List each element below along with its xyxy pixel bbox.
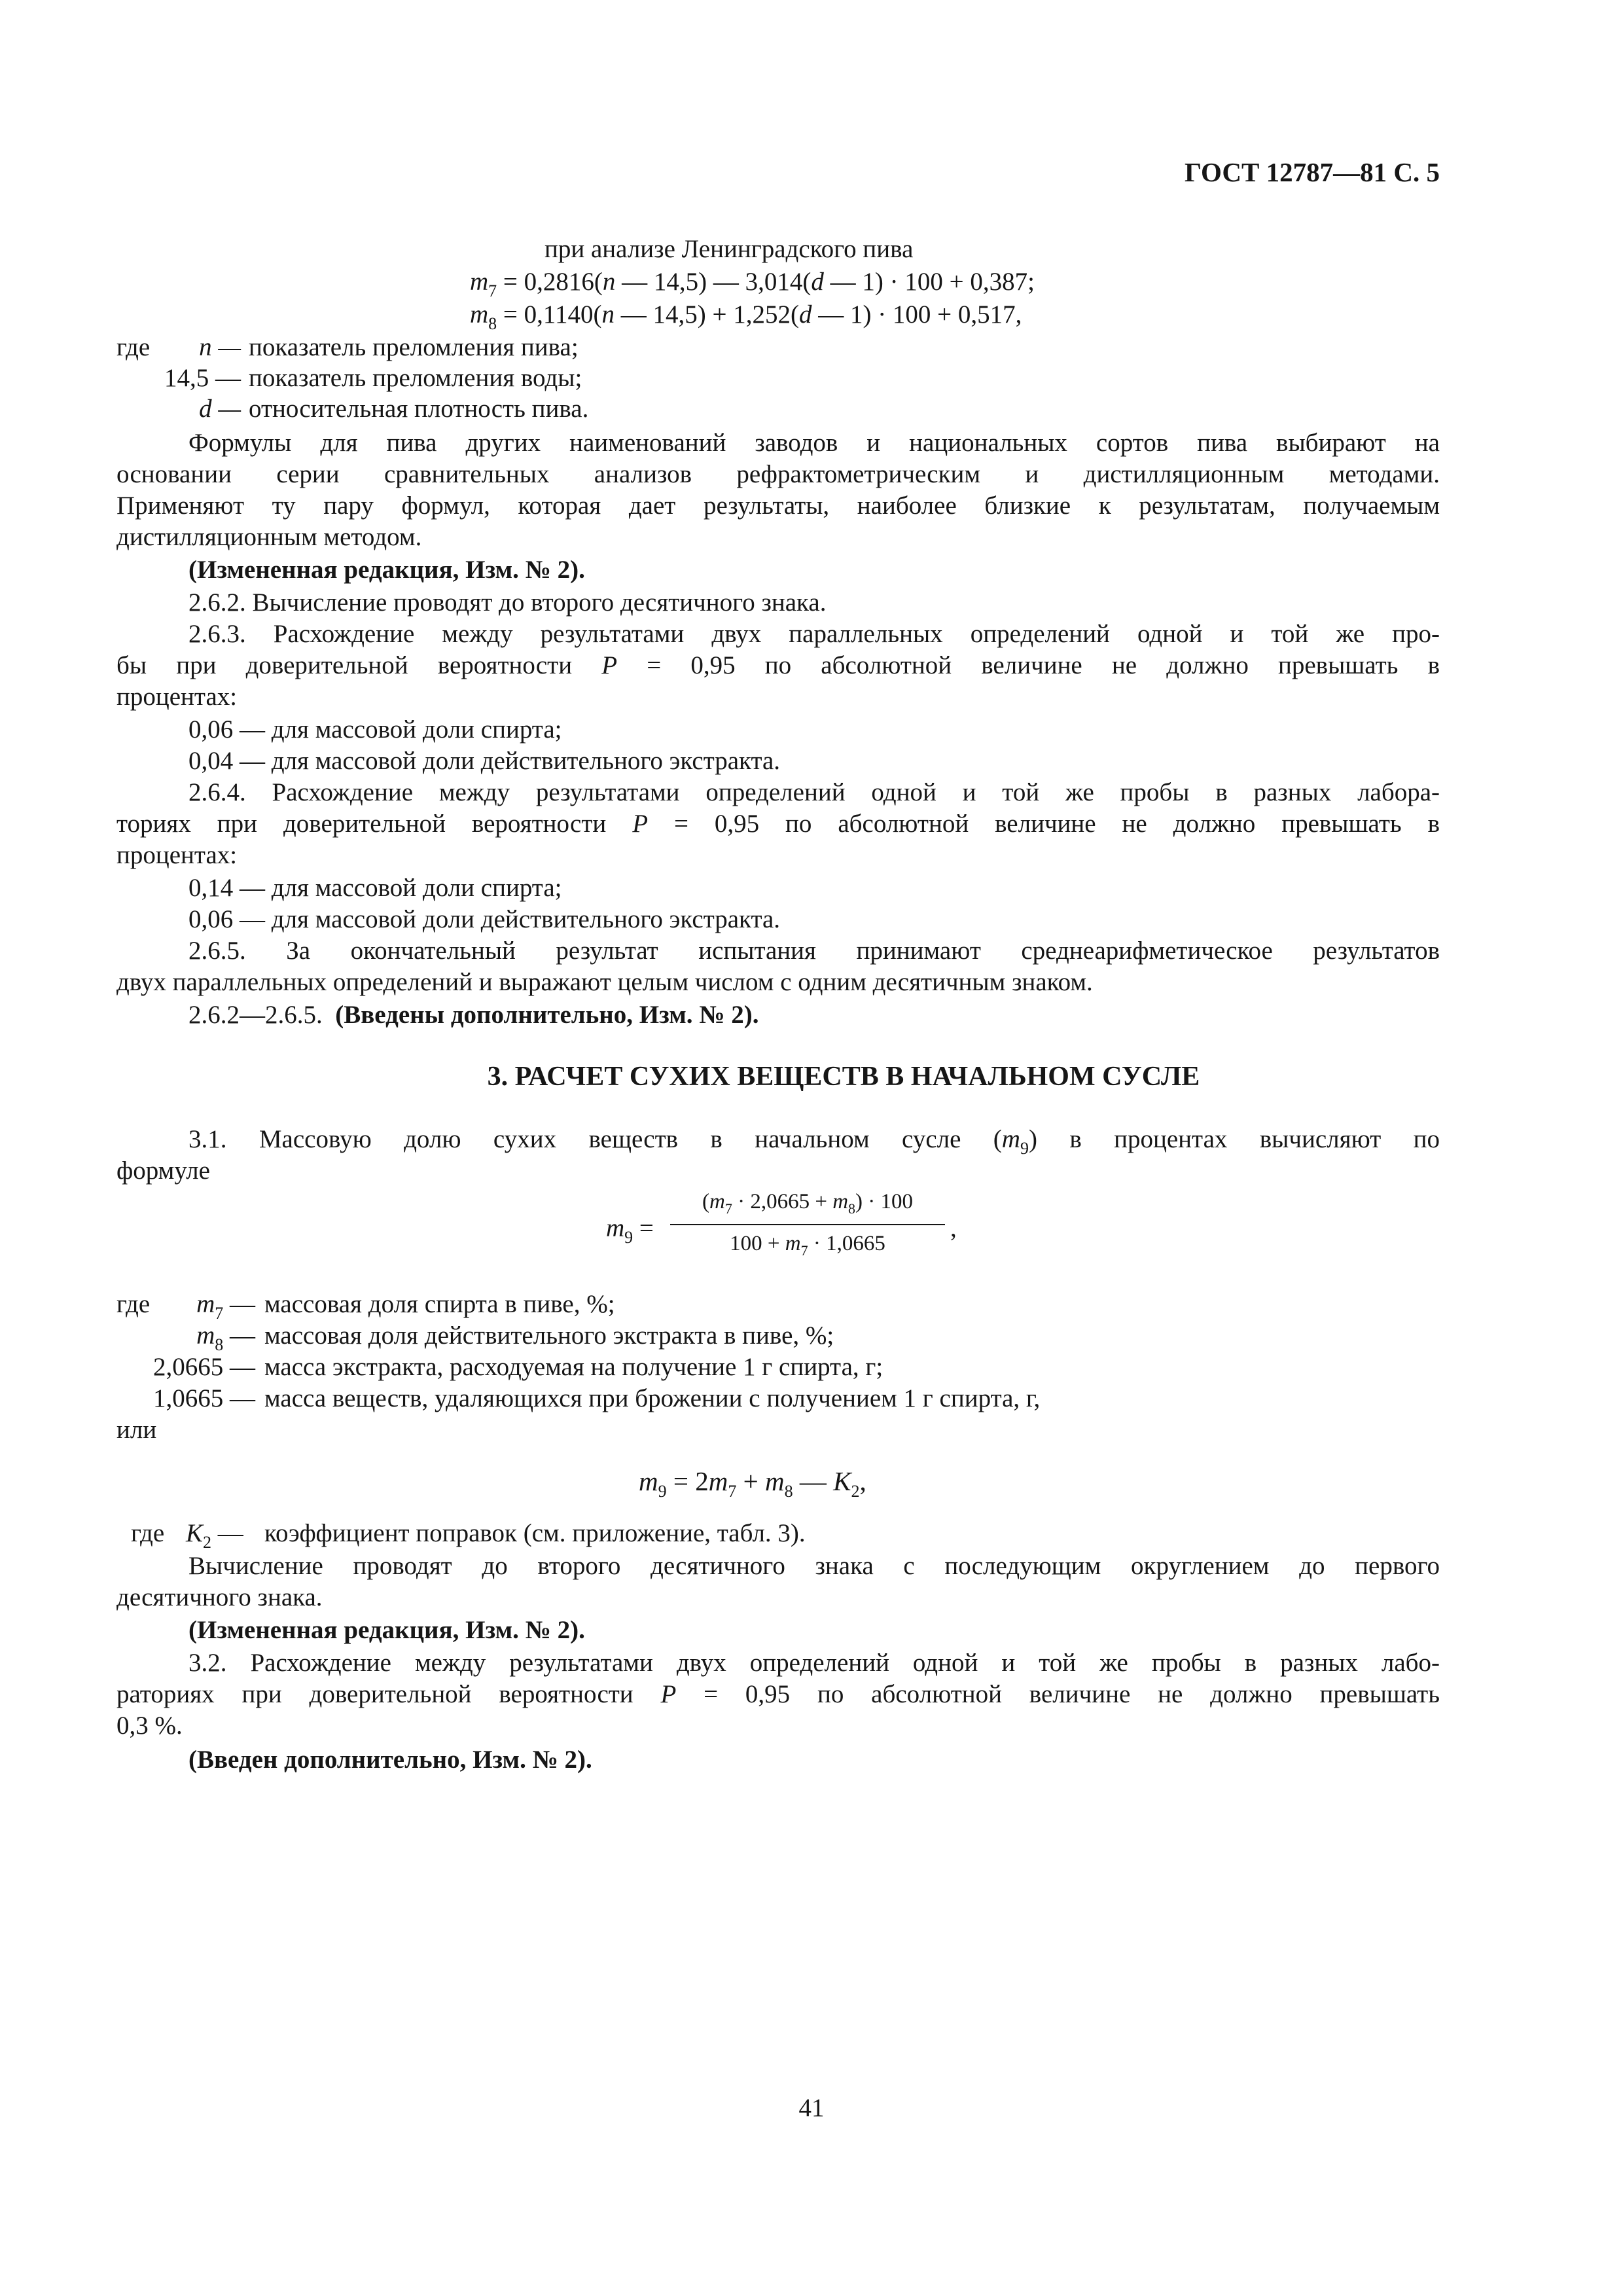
paragraph-line: дистилляционным методом. (116, 523, 422, 551)
clause-3-2: 0,3 %. (116, 1712, 183, 1740)
clause-2-6-4: ториях при доверительной вероятности P = 0,95 по абсолютной величине не должно превышать в (116, 810, 1440, 838)
clause-2-6-4: процентах: (116, 841, 238, 869)
clause-3-2: 3.2. Расхождение между результатами двух определений одной и той же пробы в разных лабо- (188, 1649, 1440, 1677)
where-text: коэффициент поправок (см. приложение, табл. 3). (264, 1519, 806, 1547)
fraction-lhs: $m_9$ = (606, 1214, 654, 1247)
amendment-note: (Введен дополнительно, Изм. № 2). (188, 1746, 592, 1774)
where-symbol: n — (199, 333, 241, 361)
where-text: масса экстракта, расходуемая на получение 1 г спирта, г; (264, 1353, 883, 1381)
clause-2-6-3: процентах: (116, 683, 238, 711)
paragraph-line: Формулы для пива других наименований заводов и национальных сортов пива выбирают на (188, 429, 1440, 457)
formula-intro: при анализе Ленинградского пива (544, 235, 914, 263)
paragraph-line: основании серии сравнительных анализов рефрактометрическим и дистилляционным методами. (116, 460, 1440, 488)
amendment-note: 2.6.2—2.6.5. (Введены дополнительно, Изм. № 2). (188, 1001, 759, 1029)
formula-m8: $m_8 = 0,1140(n$ — 14,5) + 1,252(d — 1) · 100 + 0,517, (470, 300, 1022, 333)
section-heading: 3. РАСЧЕТ СУХИХ ВЕЩЕСТВ В НАЧАЛЬНОМ СУСЛЕ (487, 1062, 1200, 1092)
where-text: масса веществ, удаляющихся при брожении с получением 1 г спирта, г, (264, 1384, 1041, 1412)
list-item: 0,06 — для массовой доли действительного экстракта. (188, 905, 781, 933)
paragraph-line: десятичного знака. (116, 1583, 323, 1611)
or-word: или (116, 1416, 157, 1444)
clause-3-1: формуле (116, 1157, 210, 1185)
where-symbol: $m_8$ — (196, 1321, 255, 1354)
amendment-note: (Измененная редакция, Изм. № 2). (188, 556, 585, 584)
fraction-comma: , (950, 1214, 957, 1242)
where-label: где (116, 1290, 151, 1318)
clause-2-6-3: 2.6.3. Расхождение между результатами двух параллельных определений одной и той же про- (188, 620, 1440, 648)
list-item: 0,14 — для массовой доли спирта; (188, 874, 562, 902)
where-symbol: $K_2$ — (186, 1519, 243, 1552)
clause-3-1: 3.1. Массовую долю сухих веществ в начальном сусле $(m_9)$ в процентах вычисляют по (188, 1125, 1440, 1158)
list-item: 0,04 — для массовой доли действительного экстракта. (188, 747, 781, 775)
running-head: ГОСТ 12787—81 С. 5 (1184, 157, 1440, 187)
where-symbol: 14,5 — (164, 364, 241, 392)
amendment-note: (Измененная редакция, Изм. № 2). (188, 1616, 585, 1644)
where-symbol: 1,0665 — (153, 1384, 255, 1412)
clause-2-6-5: двух параллельных определений и выражают целым числом с одним десятичным знаком. (116, 968, 1093, 996)
fraction-formula (670, 1190, 945, 1268)
where-text: относительная плотность пива. (249, 395, 589, 423)
list-item: 0,06 — для массовой доли спирта; (188, 715, 562, 744)
clause-2-6-3: бы при доверительной вероятности P = 0,95 по абсолютной величине не должно превышать в (116, 651, 1440, 679)
where-text: массовая доля спирта в пиве, %; (264, 1290, 615, 1318)
paragraph-line: Вычисление проводят до второго десятичного знака с последующим округлением до первого (188, 1552, 1440, 1580)
where-symbol: $m_7$ — (196, 1290, 255, 1323)
where-text: показатель преломления пива; (249, 333, 579, 361)
where-label: где (131, 1519, 165, 1547)
where-text: массовая доля действительного экстракта в пиве, %; (264, 1321, 834, 1350)
clause-2-6-2: 2.6.2. Вычисление проводят до второго десятичного знака. (188, 588, 827, 617)
formula-m9: $m_9 = 2m_7 + m_8$ — $K_2$, (639, 1466, 866, 1501)
where-symbol: d — (199, 395, 241, 423)
fraction-denominator: $100 + m_7 \cdot 1,0665$ (730, 1232, 885, 1259)
where-symbol: 2,0665 — (153, 1353, 255, 1381)
clause-3-2: раториях при доверительной вероятности P = 0,95 по абсолютной величине не должно превышать (116, 1680, 1440, 1708)
fraction-numerator: $(m_7 \cdot 2,0665 + m_8) \cdot 100$ (702, 1190, 914, 1217)
clause-2-6-4: 2.6.4. Расхождение между результатами определений одной и той же пробы в разных лабора- (188, 778, 1440, 806)
paragraph-line: Применяют ту пару формул, которая дает результаты, наиболее близкие к результатам, получаемым (116, 492, 1440, 520)
fraction-bar (670, 1224, 945, 1225)
formula-m7: $m_7 = 0,2816(n$ — 14,5) — 3,014(d — 1) · 100 + 0,387; (470, 268, 1035, 300)
where-text: показатель преломления воды; (249, 364, 582, 392)
page-number: 41 (798, 2094, 825, 2122)
where-label: где (116, 333, 151, 361)
clause-2-6-5: 2.6.5. За окончательный результат испытания принимают среднеарифметическое результатов (188, 937, 1440, 965)
